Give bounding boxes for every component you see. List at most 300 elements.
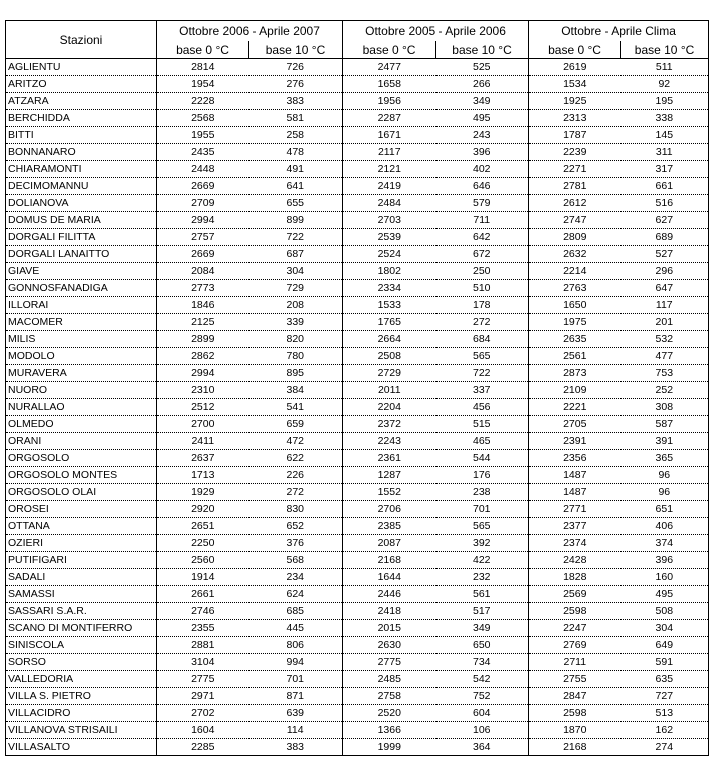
value-2006-base10: 383 — [249, 93, 343, 110]
value-clima-base0: 1870 — [529, 722, 621, 739]
value-2006-base0: 1604 — [157, 722, 249, 739]
station-name: GONNOSFANADIGA — [6, 280, 157, 297]
value-2005-base10: 565 — [436, 348, 529, 365]
value-2006-base10: 445 — [249, 620, 343, 637]
station-name: MODOLO — [6, 348, 157, 365]
value-2006-base0: 2661 — [157, 586, 249, 603]
value-2006-base0: 2411 — [157, 433, 249, 450]
table-row — [6, 654, 709, 671]
value-2005-base0: 2630 — [343, 637, 436, 654]
value-2005-base0: 2361 — [343, 450, 436, 467]
value-clima-base10: 508 — [621, 603, 709, 620]
value-2006-base0: 2084 — [157, 263, 249, 280]
value-clima-base0: 2598 — [529, 705, 621, 722]
table-row — [6, 314, 709, 331]
value-2006-base0: 2448 — [157, 161, 249, 178]
value-2005-base10: 517 — [436, 603, 529, 620]
value-clima-base0: 2771 — [529, 501, 621, 518]
sub-header-base10: base 10 °C — [621, 41, 709, 59]
value-clima-base0: 2847 — [529, 688, 621, 705]
value-2006-base0: 2709 — [157, 195, 249, 212]
value-2006-base10: 622 — [249, 450, 343, 467]
value-2006-base0: 2285 — [157, 739, 249, 756]
table-row — [6, 382, 709, 399]
value-2005-base0: 2087 — [343, 535, 436, 552]
value-2006-base10: 491 — [249, 161, 343, 178]
station-name: SORSO — [6, 654, 157, 671]
value-2006-base10: 830 — [249, 501, 343, 518]
value-clima-base10: 649 — [621, 637, 709, 654]
station-name: SAMASSI — [6, 586, 157, 603]
value-2005-base10: 495 — [436, 110, 529, 127]
value-2006-base0: 2310 — [157, 382, 249, 399]
value-2006-base10: 659 — [249, 416, 343, 433]
value-clima-base10: 317 — [621, 161, 709, 178]
table-row — [6, 484, 709, 501]
value-clima-base0: 2109 — [529, 382, 621, 399]
value-2005-base0: 2418 — [343, 603, 436, 620]
value-clima-base0: 1534 — [529, 76, 621, 93]
value-clima-base10: 195 — [621, 93, 709, 110]
value-2006-base0: 2669 — [157, 178, 249, 195]
value-clima-base0: 2747 — [529, 212, 621, 229]
station-name: ORGOSOLO OLAI — [6, 484, 157, 501]
value-clima-base10: 308 — [621, 399, 709, 416]
value-2006-base10: 376 — [249, 535, 343, 552]
value-2006-base0: 1954 — [157, 76, 249, 93]
station-name: SINISCOLA — [6, 637, 157, 654]
table-row — [6, 365, 709, 382]
value-2006-base10: 624 — [249, 586, 343, 603]
value-clima-base10: 587 — [621, 416, 709, 433]
value-2005-base0: 2243 — [343, 433, 436, 450]
value-clima-base0: 2763 — [529, 280, 621, 297]
value-clima-base0: 2619 — [529, 59, 621, 76]
value-2005-base0: 2703 — [343, 212, 436, 229]
station-name: DOMUS DE MARIA — [6, 212, 157, 229]
value-clima-base10: 511 — [621, 59, 709, 76]
value-2006-base10: 780 — [249, 348, 343, 365]
value-clima-base0: 2809 — [529, 229, 621, 246]
value-clima-base10: 201 — [621, 314, 709, 331]
value-2006-base10: 383 — [249, 739, 343, 756]
value-clima-base0: 1487 — [529, 484, 621, 501]
station-name: SASSARI S.A.R. — [6, 603, 157, 620]
value-clima-base0: 2632 — [529, 246, 621, 263]
value-2005-base10: 544 — [436, 450, 529, 467]
sub-header-base10: base 10 °C — [436, 41, 529, 59]
value-2006-base0: 2568 — [157, 110, 249, 127]
value-2006-base0: 2702 — [157, 705, 249, 722]
table-row — [6, 59, 709, 76]
value-2005-base10: 402 — [436, 161, 529, 178]
station-name: VILLANOVA STRISAILI — [6, 722, 157, 739]
station-name: BERCHIDDA — [6, 110, 157, 127]
value-clima-base10: 477 — [621, 348, 709, 365]
value-2006-base0: 2746 — [157, 603, 249, 620]
value-clima-base10: 92 — [621, 76, 709, 93]
table-row — [6, 280, 709, 297]
value-clima-base0: 2168 — [529, 739, 621, 756]
station-name: NUORO — [6, 382, 157, 399]
value-2005-base10: 711 — [436, 212, 529, 229]
value-2005-base10: 565 — [436, 518, 529, 535]
value-clima-base0: 2214 — [529, 263, 621, 280]
value-2005-base10: 392 — [436, 535, 529, 552]
value-clima-base10: 635 — [621, 671, 709, 688]
table-row — [6, 127, 709, 144]
value-2006-base10: 568 — [249, 552, 343, 569]
table-row — [6, 76, 709, 93]
table-row — [6, 195, 709, 212]
value-clima-base10: 117 — [621, 297, 709, 314]
value-clima-base10: 391 — [621, 433, 709, 450]
station-name: BONNANARO — [6, 144, 157, 161]
value-2005-base0: 2484 — [343, 195, 436, 212]
value-2005-base0: 1533 — [343, 297, 436, 314]
value-2006-base10: 655 — [249, 195, 343, 212]
value-2005-base0: 2385 — [343, 518, 436, 535]
station-name: PUTIFIGARI — [6, 552, 157, 569]
value-2006-base0: 2250 — [157, 535, 249, 552]
value-2005-base0: 2204 — [343, 399, 436, 416]
value-clima-base0: 2247 — [529, 620, 621, 637]
value-2006-base10: 994 — [249, 654, 343, 671]
value-2005-base10: 561 — [436, 586, 529, 603]
value-2006-base10: 820 — [249, 331, 343, 348]
table-row — [6, 399, 709, 416]
station-name: ORANI — [6, 433, 157, 450]
station-name: ATZARA — [6, 93, 157, 110]
table-row — [6, 161, 709, 178]
value-2005-base10: 542 — [436, 671, 529, 688]
value-2005-base10: 752 — [436, 688, 529, 705]
station-name: ARITZO — [6, 76, 157, 93]
value-2006-base10: 641 — [249, 178, 343, 195]
value-2005-base0: 1956 — [343, 93, 436, 110]
value-2006-base0: 2920 — [157, 501, 249, 518]
sub-header-base0: base 0 °C — [343, 41, 436, 59]
station-name: DECIMOMANNU — [6, 178, 157, 195]
value-clima-base10: 513 — [621, 705, 709, 722]
value-clima-base0: 2781 — [529, 178, 621, 195]
value-2005-base10: 364 — [436, 739, 529, 756]
value-2005-base0: 2419 — [343, 178, 436, 195]
value-2006-base0: 2899 — [157, 331, 249, 348]
value-2006-base10: 114 — [249, 722, 343, 739]
value-2005-base10: 422 — [436, 552, 529, 569]
value-2006-base0: 2862 — [157, 348, 249, 365]
value-2006-base10: 258 — [249, 127, 343, 144]
value-2006-base0: 3104 — [157, 654, 249, 671]
value-2005-base10: 642 — [436, 229, 529, 246]
value-2006-base10: 701 — [249, 671, 343, 688]
stations-header: Stazioni — [6, 21, 157, 59]
value-clima-base10: 162 — [621, 722, 709, 739]
value-2005-base10: 515 — [436, 416, 529, 433]
degree-days-table — [5, 20, 709, 756]
value-2005-base0: 1644 — [343, 569, 436, 586]
value-clima-base10: 96 — [621, 467, 709, 484]
value-clima-base10: 96 — [621, 484, 709, 501]
value-2005-base0: 2775 — [343, 654, 436, 671]
value-clima-base10: 753 — [621, 365, 709, 382]
value-2005-base10: 604 — [436, 705, 529, 722]
group-header-2006-2007: Ottobre 2006 - Aprile 2007 — [157, 21, 343, 42]
value-2006-base10: 685 — [249, 603, 343, 620]
value-2006-base0: 2637 — [157, 450, 249, 467]
value-2005-base0: 2372 — [343, 416, 436, 433]
table-row — [6, 144, 709, 161]
table-row — [6, 246, 709, 263]
value-2005-base0: 1658 — [343, 76, 436, 93]
table-row — [6, 535, 709, 552]
value-clima-base10: 627 — [621, 212, 709, 229]
value-2006-base0: 1713 — [157, 467, 249, 484]
table-row — [6, 416, 709, 433]
value-2005-base10: 243 — [436, 127, 529, 144]
value-clima-base10: 296 — [621, 263, 709, 280]
value-clima-base10: 374 — [621, 535, 709, 552]
station-name: SCANO DI MONTIFERRO — [6, 620, 157, 637]
value-clima-base10: 338 — [621, 110, 709, 127]
value-clima-base0: 2391 — [529, 433, 621, 450]
table-row — [6, 212, 709, 229]
value-2005-base10: 272 — [436, 314, 529, 331]
value-2005-base10: 734 — [436, 654, 529, 671]
value-2005-base10: 525 — [436, 59, 529, 76]
value-clima-base10: 527 — [621, 246, 709, 263]
value-clima-base0: 2377 — [529, 518, 621, 535]
value-clima-base0: 1787 — [529, 127, 621, 144]
value-2005-base10: 266 — [436, 76, 529, 93]
value-2005-base10: 396 — [436, 144, 529, 161]
value-2005-base10: 232 — [436, 569, 529, 586]
value-clima-base0: 2755 — [529, 671, 621, 688]
station-name: OROSEI — [6, 501, 157, 518]
value-2005-base10: 456 — [436, 399, 529, 416]
value-clima-base10: 304 — [621, 620, 709, 637]
value-2005-base10: 646 — [436, 178, 529, 195]
value-clima-base0: 1487 — [529, 467, 621, 484]
value-2006-base10: 726 — [249, 59, 343, 76]
group-header-2005-2006: Ottobre 2005 - Aprile 2006 — [343, 21, 529, 42]
station-name: ILLORAI — [6, 297, 157, 314]
value-2006-base0: 2355 — [157, 620, 249, 637]
value-2006-base0: 1846 — [157, 297, 249, 314]
value-2005-base10: 701 — [436, 501, 529, 518]
value-2005-base0: 1802 — [343, 263, 436, 280]
value-2006-base10: 226 — [249, 467, 343, 484]
value-clima-base0: 2769 — [529, 637, 621, 654]
value-clima-base0: 2313 — [529, 110, 621, 127]
value-2005-base0: 2334 — [343, 280, 436, 297]
value-clima-base0: 2569 — [529, 586, 621, 603]
table-row — [6, 569, 709, 586]
value-clima-base0: 2705 — [529, 416, 621, 433]
value-2006-base0: 1955 — [157, 127, 249, 144]
table-row — [6, 229, 709, 246]
value-2006-base0: 2435 — [157, 144, 249, 161]
value-2006-base0: 2814 — [157, 59, 249, 76]
table-row — [6, 637, 709, 654]
value-clima-base10: 516 — [621, 195, 709, 212]
value-2006-base0: 2757 — [157, 229, 249, 246]
table-row — [6, 552, 709, 569]
group-header-clima: Ottobre - Aprile Clima — [529, 21, 709, 42]
value-clima-base0: 2221 — [529, 399, 621, 416]
station-name: VALLEDORIA — [6, 671, 157, 688]
value-clima-base10: 406 — [621, 518, 709, 535]
station-name: GIAVE — [6, 263, 157, 280]
value-2005-base0: 2011 — [343, 382, 436, 399]
value-2005-base10: 349 — [436, 620, 529, 637]
value-2005-base10: 337 — [436, 382, 529, 399]
value-2006-base10: 384 — [249, 382, 343, 399]
value-2006-base0: 2971 — [157, 688, 249, 705]
value-clima-base0: 2635 — [529, 331, 621, 348]
table-row — [6, 586, 709, 603]
value-2006-base10: 722 — [249, 229, 343, 246]
value-clima-base0: 2271 — [529, 161, 621, 178]
value-2006-base10: 871 — [249, 688, 343, 705]
table-row — [6, 178, 709, 195]
table-row — [6, 450, 709, 467]
value-clima-base0: 2711 — [529, 654, 621, 671]
station-name: SADALI — [6, 569, 157, 586]
value-2005-base10: 722 — [436, 365, 529, 382]
value-2005-base0: 2485 — [343, 671, 436, 688]
value-clima-base10: 252 — [621, 382, 709, 399]
value-2005-base0: 2168 — [343, 552, 436, 569]
value-2006-base10: 541 — [249, 399, 343, 416]
value-2006-base0: 2669 — [157, 246, 249, 263]
value-2005-base0: 2446 — [343, 586, 436, 603]
value-2005-base0: 2287 — [343, 110, 436, 127]
value-2006-base10: 806 — [249, 637, 343, 654]
table-row — [6, 603, 709, 620]
value-2006-base10: 276 — [249, 76, 343, 93]
value-clima-base0: 1650 — [529, 297, 621, 314]
table-header — [6, 21, 709, 59]
value-2005-base0: 1287 — [343, 467, 436, 484]
station-name: MACOMER — [6, 314, 157, 331]
value-2005-base10: 349 — [436, 93, 529, 110]
value-2005-base0: 1765 — [343, 314, 436, 331]
value-2005-base0: 1366 — [343, 722, 436, 739]
station-name: ORGOSOLO — [6, 450, 157, 467]
value-2005-base0: 2477 — [343, 59, 436, 76]
value-clima-base10: 495 — [621, 586, 709, 603]
value-2005-base10: 465 — [436, 433, 529, 450]
value-clima-base0: 2356 — [529, 450, 621, 467]
value-2005-base10: 106 — [436, 722, 529, 739]
value-clima-base10: 647 — [621, 280, 709, 297]
value-2006-base10: 272 — [249, 484, 343, 501]
value-2005-base10: 510 — [436, 280, 529, 297]
value-clima-base10: 311 — [621, 144, 709, 161]
value-2005-base0: 2664 — [343, 331, 436, 348]
value-2005-base0: 2706 — [343, 501, 436, 518]
value-2005-base0: 2117 — [343, 144, 436, 161]
value-clima-base10: 145 — [621, 127, 709, 144]
value-clima-base10: 274 — [621, 739, 709, 756]
value-2006-base10: 304 — [249, 263, 343, 280]
value-clima-base10: 532 — [621, 331, 709, 348]
table-row — [6, 433, 709, 450]
value-2005-base0: 2520 — [343, 705, 436, 722]
value-2005-base0: 2121 — [343, 161, 436, 178]
value-2006-base10: 639 — [249, 705, 343, 722]
value-2006-base0: 2775 — [157, 671, 249, 688]
value-2006-base0: 1914 — [157, 569, 249, 586]
value-clima-base10: 160 — [621, 569, 709, 586]
value-2006-base10: 652 — [249, 518, 343, 535]
table-row — [6, 671, 709, 688]
value-clima-base10: 396 — [621, 552, 709, 569]
value-2005-base10: 176 — [436, 467, 529, 484]
table-row — [6, 348, 709, 365]
value-2005-base0: 2508 — [343, 348, 436, 365]
value-2005-base10: 250 — [436, 263, 529, 280]
value-2005-base0: 1671 — [343, 127, 436, 144]
value-2005-base10: 672 — [436, 246, 529, 263]
value-2006-base10: 472 — [249, 433, 343, 450]
value-clima-base10: 591 — [621, 654, 709, 671]
value-2006-base10: 581 — [249, 110, 343, 127]
table-row — [6, 688, 709, 705]
value-2006-base10: 339 — [249, 314, 343, 331]
value-clima-base10: 727 — [621, 688, 709, 705]
table-body — [6, 59, 709, 756]
table-row — [6, 331, 709, 348]
value-2006-base0: 2512 — [157, 399, 249, 416]
table-row — [6, 722, 709, 739]
sub-header-base0: base 0 °C — [157, 41, 249, 59]
value-clima-base10: 651 — [621, 501, 709, 518]
value-clima-base10: 689 — [621, 229, 709, 246]
table-row — [6, 467, 709, 484]
station-name: BITTI — [6, 127, 157, 144]
table-row — [6, 93, 709, 110]
table-row — [6, 620, 709, 637]
value-2005-base0: 2539 — [343, 229, 436, 246]
station-name: MILIS — [6, 331, 157, 348]
station-name: OLMEDO — [6, 416, 157, 433]
station-name: VILLA S. PIETRO — [6, 688, 157, 705]
station-name: MURAVERA — [6, 365, 157, 382]
value-2006-base0: 2651 — [157, 518, 249, 535]
table-row — [6, 739, 709, 756]
value-2006-base10: 895 — [249, 365, 343, 382]
value-2005-base10: 579 — [436, 195, 529, 212]
station-name: OZIERI — [6, 535, 157, 552]
station-name: VILLACIDRO — [6, 705, 157, 722]
table-row — [6, 110, 709, 127]
value-clima-base10: 365 — [621, 450, 709, 467]
value-clima-base0: 1925 — [529, 93, 621, 110]
table-row — [6, 501, 709, 518]
value-2005-base0: 1552 — [343, 484, 436, 501]
value-clima-base0: 2873 — [529, 365, 621, 382]
value-2006-base10: 899 — [249, 212, 343, 229]
value-2006-base0: 2994 — [157, 365, 249, 382]
value-clima-base0: 1828 — [529, 569, 621, 586]
value-2005-base0: 2729 — [343, 365, 436, 382]
value-2006-base10: 234 — [249, 569, 343, 586]
station-name: AGLIENTU — [6, 59, 157, 76]
value-clima-base0: 2374 — [529, 535, 621, 552]
